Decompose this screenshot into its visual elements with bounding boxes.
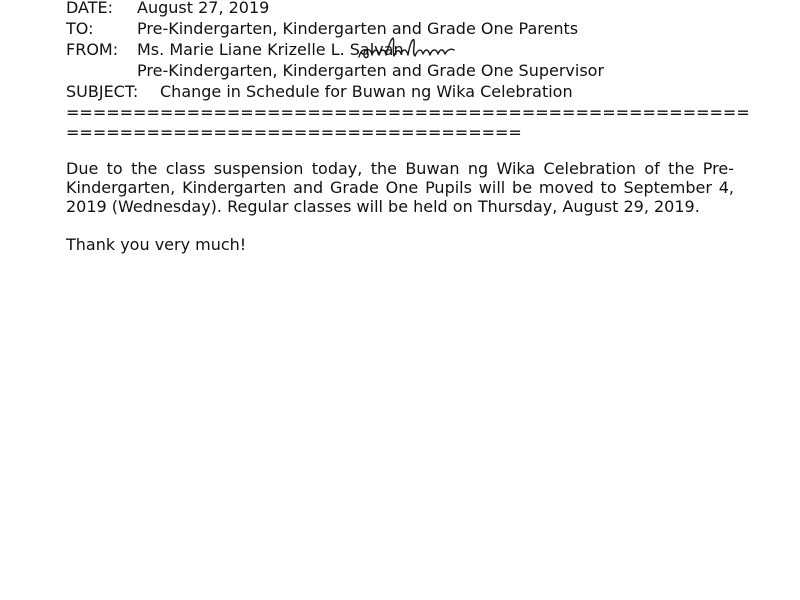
date-label: DATE: [66,0,114,17]
handwritten-signature [355,35,460,63]
from-title-row [66,60,734,81]
to-label: TO: [66,19,94,38]
memo-document [66,0,750,254]
memo-body: Due to the class suspension today, the Buwan ng Wika Celebration of the Pre-Kindergarten, Kindergarten and Grade One Pupils will be moved to September 4, 2019 (Wednesday). Regular classes will be held on Thursday, August 29, 2019. [66,159,734,216]
subject-row [66,81,734,102]
from-title: Pre-Kindergarten, Kindergarten and Grade One Supervisor [137,61,605,80]
subject-value: Change in Schedule for Buwan ng Wika Celebration [160,82,573,101]
separator-line-1: =================================================== [66,103,750,122]
from-name-wrap [137,39,404,60]
from-label: FROM: [66,40,119,59]
separator-line-2: ================================== [66,123,522,142]
date-value: August 27, 2019 [137,0,270,17]
date-row [66,0,734,18]
from-row [66,39,734,60]
from-name-block [137,39,404,60]
to-value: Pre-Kindergarten, Kindergarten and Grade One Parents [137,19,579,38]
memo-closing: Thank you very much! [66,235,247,254]
subject-label: SUBJECT: [66,82,139,101]
from-name: Ms. Marie Liane Krizelle L. Salvan [137,40,404,59]
